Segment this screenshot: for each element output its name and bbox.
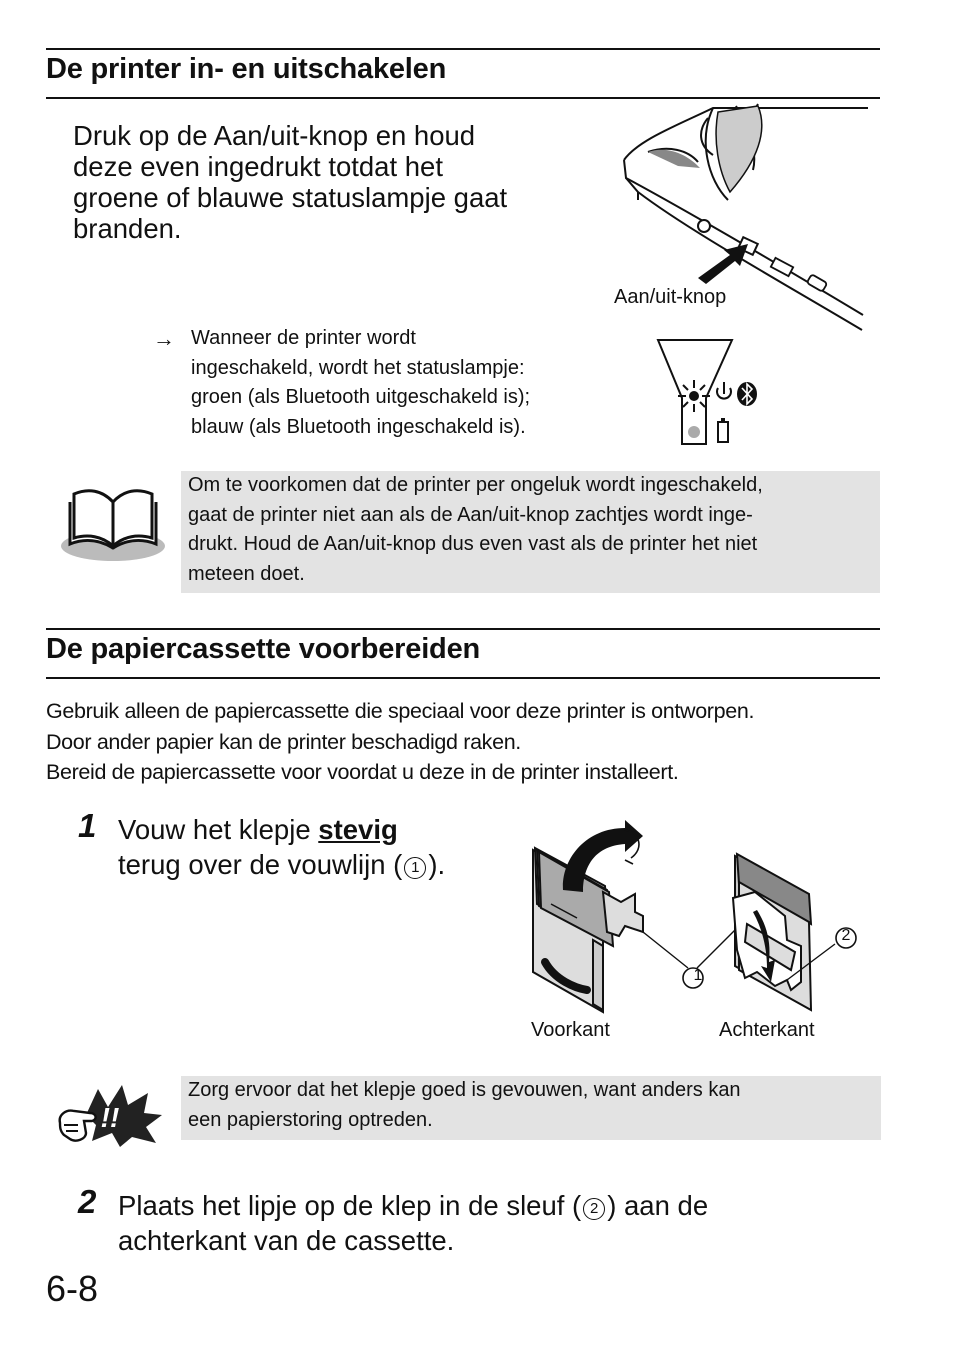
result-line: Wanneer de printer wordt bbox=[191, 327, 416, 349]
note-line: gaat de printer niet aan als de Aan/uit-knop zachtjes wordt inge- bbox=[188, 503, 753, 526]
book-icon bbox=[60, 480, 166, 562]
step-line: achterkant van de cassette. bbox=[118, 1225, 455, 1256]
step-1-text bbox=[118, 812, 498, 882]
page-number: 6-8 bbox=[46, 1268, 99, 1309]
step-line bbox=[118, 1188, 898, 1223]
step-text: ). bbox=[428, 849, 446, 880]
caution-hand-icon bbox=[56, 1085, 164, 1147]
power-note bbox=[181, 471, 880, 593]
intro-line: Bereid de papiercassette voor voordat u deze in de printer installeert. bbox=[46, 760, 679, 784]
section-title-paper: De papiercassette voorbereiden bbox=[46, 633, 481, 665]
result-line: ingeschakeld, wordt het statuslampje: bbox=[191, 356, 525, 379]
step-number: 1 bbox=[78, 807, 97, 844]
marker-2-label: 2 bbox=[841, 927, 851, 944]
section-bottom-rule bbox=[46, 97, 880, 99]
note-line: Zorg ervoor dat het klepje goed is gevouwen, want anders kan bbox=[188, 1079, 741, 1101]
power-button-label: Aan/uit-knop bbox=[614, 286, 727, 308]
intro-line: Gebruik alleen de papiercassette die speciaal voor deze printer is ontworpen. bbox=[46, 699, 755, 723]
note-line: een papierstoring optreden. bbox=[188, 1108, 433, 1131]
step-2-text bbox=[118, 1188, 898, 1258]
body-line: deze even ingedrukt totdat het bbox=[73, 151, 443, 182]
step-number: 2 bbox=[78, 1183, 97, 1220]
section-title-power: De printer in- en uitschakelen bbox=[46, 53, 447, 85]
step-emphasis: stevig bbox=[318, 814, 398, 845]
section-bottom-rule bbox=[46, 677, 880, 679]
step-text: terug over de vouwlijn ( bbox=[118, 849, 403, 880]
intro-line: Door ander papier kan de printer beschadigd raken. bbox=[46, 729, 521, 754]
body-line: groene of blauwe statuslampje gaat bbox=[73, 182, 508, 213]
step-line bbox=[118, 812, 498, 847]
note-line: meteen doet. bbox=[188, 562, 305, 585]
paper-intro bbox=[46, 696, 926, 788]
jam-warning bbox=[181, 1076, 881, 1140]
step-text: Vouw het klepje bbox=[118, 814, 319, 845]
note-line: drukt. Houd de Aan/uit-knop dus even vast als de printer het niet bbox=[188, 533, 758, 555]
marker-1: 1 bbox=[404, 857, 426, 879]
section-top-rule bbox=[46, 48, 880, 50]
marker-1-label: 1 bbox=[693, 967, 703, 984]
result-line: groen (als Bluetooth uitgeschakeld is); bbox=[191, 386, 531, 408]
power-instructions bbox=[73, 120, 613, 244]
step-line bbox=[118, 847, 498, 882]
marker-2: 2 bbox=[583, 1198, 605, 1220]
step-text: Plaats het lipje op de klep in de sleuf ( bbox=[118, 1190, 582, 1221]
result-line: blauw (als Bluetooth ingeschakeld is). bbox=[191, 415, 526, 438]
back-label: Achterkant bbox=[719, 1019, 815, 1041]
body-line: Druk op de Aan/uit-knop en houd bbox=[73, 120, 476, 151]
cassette-illustration bbox=[525, 820, 865, 1016]
step-text: ) aan de bbox=[607, 1190, 709, 1221]
result-text bbox=[191, 324, 641, 442]
result-arrow: → bbox=[153, 326, 175, 351]
body-line: branden. bbox=[73, 213, 182, 244]
front-label: Voorkant bbox=[531, 1019, 610, 1041]
section-top-rule bbox=[46, 628, 880, 630]
status-lamp-icon bbox=[656, 338, 762, 448]
caution-marks: !! bbox=[100, 1102, 120, 1133]
note-line: Om te voorkomen dat de printer per ongeluk wordt ingeschakeld, bbox=[188, 474, 763, 496]
